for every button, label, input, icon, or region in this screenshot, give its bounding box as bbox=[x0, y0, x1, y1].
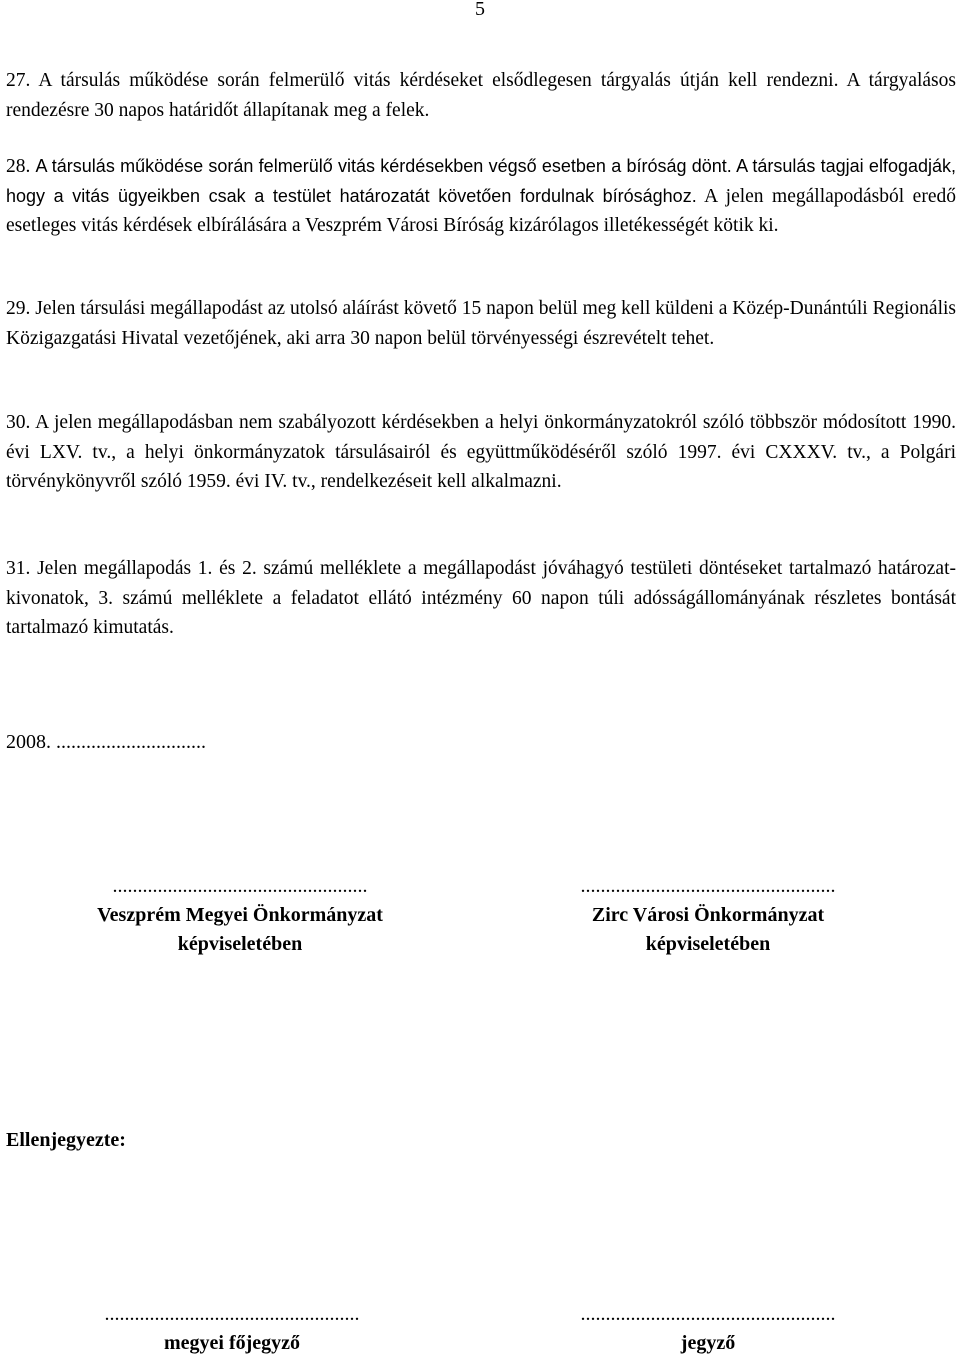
clerk-title: jegyző bbox=[680, 1332, 736, 1354]
signatory-subtitle: képviseletében bbox=[177, 933, 303, 955]
signatory-title: Veszprém Megyei Önkormányzat bbox=[97, 904, 383, 926]
signature-zirc bbox=[508, 872, 908, 959]
paragraph-text-continued: A jelen megállapodásból eredő esetleges vitás kérdések elbírálására a Veszprém Városi Bíróság kizárólagos illetékességét kötik ki. bbox=[6, 185, 956, 236]
signature-line: ................................................... bbox=[112, 875, 368, 897]
countersign-label: Ellenjegyezte: bbox=[6, 1129, 126, 1151]
paragraph-number: 28. bbox=[6, 156, 31, 177]
signature-line: ................................................... bbox=[580, 875, 836, 897]
paragraph-27 bbox=[6, 66, 956, 125]
signatory-title: Zirc Városi Önkormányzat bbox=[591, 904, 825, 926]
paragraph-text: Jelen megállapodás 1. és 2. számú melléklete a megállapodást jóváhagyó testületi döntéseket tartalmazó határozat-kivonatok, 3. számú melléklete a feladatot ellátó intézmény 60 napon túli adósságállományának részletes bontását tartalmazó kimutatás. bbox=[6, 558, 956, 638]
paragraph-number: 27. bbox=[6, 70, 31, 91]
countersign-county-clerk bbox=[32, 1300, 432, 1358]
paragraph-text: A jelen megállapodásban nem szabályozott kérdésekben a helyi önkormányzatokról szóló többször módosított 1990. évi LXV. tv., a helyi önkormányzatok társulásairól és együttműködéséről szóló 1997. évi CXXXV. tv., a Polgári törvénykönyvről szóló 1959. évi IV. tv., rendelkezéseit kell alkalmazni. bbox=[6, 412, 956, 492]
paragraph-28 bbox=[6, 152, 956, 241]
paragraph-29 bbox=[6, 294, 956, 353]
clerk-title: megyei főjegyző bbox=[163, 1332, 301, 1354]
paragraph-31 bbox=[6, 554, 956, 643]
signature-line: ................................................... bbox=[104, 1303, 360, 1325]
signature-veszprem bbox=[40, 872, 440, 959]
countersign-clerk bbox=[508, 1300, 908, 1358]
page-number: 5 bbox=[475, 0, 485, 20]
paragraph-number: 31. bbox=[6, 558, 31, 579]
paragraph-text: A társulás működése során felmerülő vitás kérdésekben végső esetben a bíróság dönt. A társulás tagjai elfogadják, hogy a vitás ügyeikben csak a testület határozatát követően fordulnak bírósághoz. bbox=[6, 156, 956, 206]
paragraph-number: 29. bbox=[6, 298, 31, 319]
paragraph-number: 30. bbox=[6, 412, 31, 433]
signature-line: ................................................... bbox=[580, 1303, 836, 1325]
signing-date: 2008. .............................. bbox=[6, 731, 206, 753]
paragraph-30 bbox=[6, 408, 956, 497]
signatory-subtitle: képviseletében bbox=[645, 933, 771, 955]
paragraph-text: Jelen társulási megállapodást az utolsó aláírást követő 15 napon belül meg kell küldeni a Közép-Dunántúli Regionális Közigazgatási Hivatal vezetőjének, aki arra 30 napon belül törvényességi észrevételt tehet. bbox=[6, 298, 956, 349]
paragraph-text: A társulás működése során felmerülő vitás kérdéseket elsődlegesen tárgyalás útján kell rendezni. A tárgyalásos rendezésre 30 napos határidőt állapítanak meg a felek. bbox=[6, 70, 956, 121]
